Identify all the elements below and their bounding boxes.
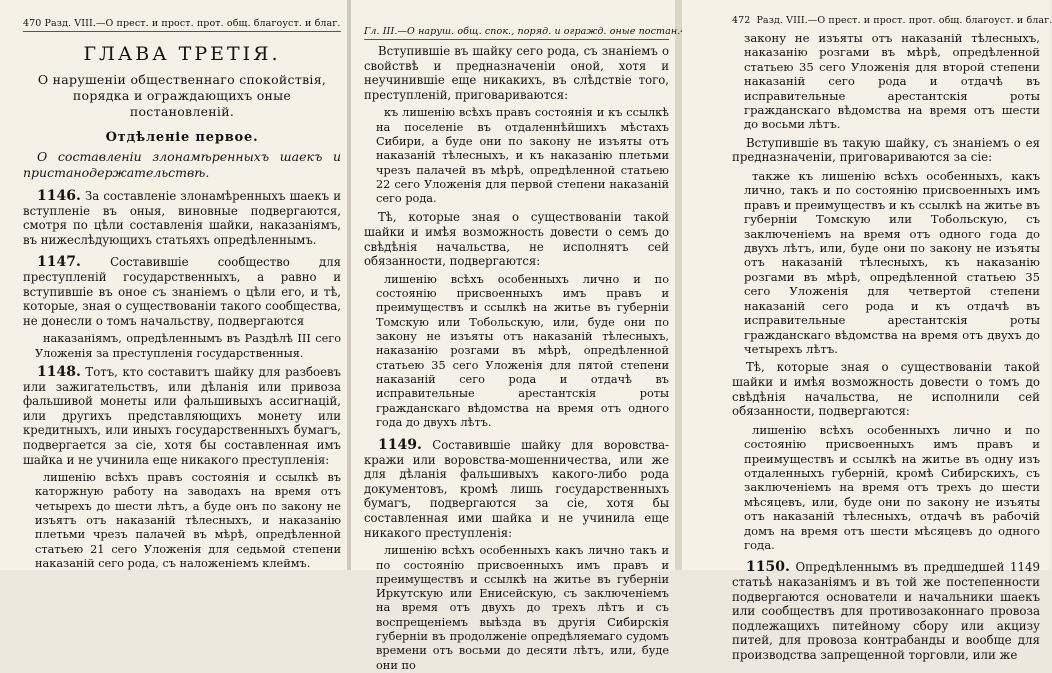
article-number: 1149. [378, 437, 422, 454]
penalty-text: къ лишенію всѣхъ правъ состоянія и къ ссылкѣ на поселеніе въ отдаленнѣйшихъ мѣстахъ Сибири, а буде они по закону не изъяты отъ наказаній тѣлесныхъ, и къ наказанію плетьми чрезъ палачей въ мѣрѣ, опредѣленной статьею 22 сего Уложенія для первой степени наказаній сего рода. [376, 106, 669, 206]
penalty-text: закону не изъяты отъ наказаній тѣлесныхъ, наказанію розгами въ мѣрѣ, опредѣленной статьею 35 сего Уложенія для второй степени наказаній сего рода и отдачѣ въ исправительные арестантскія роты гражданскаго вѣдомства на время отъ шести до восьми лѣтъ. [744, 31, 1040, 132]
page-gutter [675, 0, 682, 570]
left-page [0, 0, 347, 570]
page-number: 472 [732, 15, 751, 26]
paragraph: Вступившіе въ такую шайку, съ знаніемъ о ея предназначеніи, приговариваются за сіе: [732, 135, 1040, 165]
paragraph: Тѣ, которые зная о существованіи такой шайки и имѣя возможность довести о семъ до свѣдѣнія начальства, не исполнятъ сей обязанности, подвергаются: [364, 210, 669, 269]
middle-page [351, 0, 681, 672]
article-text: Опредѣленнымъ въ предшедшей 1149 статьѣ наказаніямъ и въ той же постепенности подвергаются основатели и начальники шаекъ или сообществъ для противозаконнаго провоза подлежащихъ питейному сбору или акцизу питей, для провоза контрабанды и вообще для производства запрещенной торговли, или же [732, 560, 1041, 662]
article-number: 1147. [37, 254, 81, 271]
article-1146 [23, 189, 341, 247]
article-number: 1146. [37, 188, 81, 204]
running-header-text: 470 Разд. VIII.—О прест. и прост. прот. общ. благоуст. и благ. [23, 18, 341, 29]
running-header-text: Разд. VIII.—О прест. и прост. прот. общ. благоуст. и благ. [756, 15, 1052, 26]
article-1149 [364, 438, 669, 540]
section-title: Отдѣленіе первое. [105, 130, 259, 145]
running-header [732, 14, 1052, 27]
penalty-text: лишенію всѣхъ правъ состоянія и ссылкѣ въ каторжную работу на заводахъ на время отъ четырехъ до шести лѣтъ, а буде онъ по закону не изъятъ отъ наказаній тѣлесныхъ, и наказанію плетьми чрезъ палачей въ мѣрѣ, опредѣленной статьею 21 сего Уложенія для седьмой степени наказаній сего рода, съ наложеніемъ клеймъ. [35, 471, 341, 570]
running-header [364, 25, 681, 40]
penalty-text: лишенію всѣхъ особенныхъ лично и по состоянію присвоенныхъ имъ правъ и преимуществъ и ссылкѣ на житье въ одну изъ отдаленныхъ губерній, кромѣ Сибирскихъ, съ заключеніемъ на время отъ трехъ до шести мѣсяцевъ, или, буде они по закону не изъяты отъ наказаній тѣлесныхъ, отдачѣ въ рабочій домъ на время отъ шести мѣсяцевъ до одного года. [744, 422, 1040, 552]
chapter-subtitle: О нарушеніи общественнаго спокойствія, порядка и ограждающихъ оные постановленій. [37, 72, 327, 119]
section-subtitle: О составленіи злонамѣренныхъ шаекъ и пристанодержательствѣ. [23, 149, 341, 180]
article-1147 [23, 255, 341, 328]
penalty-text: лишенію всѣхъ особенныхъ лично и по состоянію присвоенныхъ имъ правъ и преимуществъ и ссылкѣ на житье въ губерніи Томскую или Тобольскую, или, буде они по закону не изъяты отъ наказаній тѣлесныхъ, наказанію розгами въ мѣрѣ, опредѣленной статьею 35 сего Уложенія для пятой степени наказаній сего рода и отдачѣ въ исправительные арестантскія роты гражданскаго вѣдомства на время отъ одного года до двухъ лѣтъ. [376, 272, 669, 429]
penalty-text: также къ лишенію всѣхъ особенныхъ, какъ лично, такъ и по состоянію присвоенныхъ имъ правъ и преимуществъ и къ ссылкѣ на житье въ губерніи Томскую или Тобольскую, съ заключеніемъ на время отъ одного года до двухъ лѣтъ, или, буде они по закону не изъяты отъ наказаній тѣлесныхъ, къ наказанію розгами въ мѣрѣ, опредѣленной статьею 35 сего Уложенія для четвертой степени наказаній сего рода и къ отдачѣ въ исправительные арестантскія роты гражданскаго вѣдомства на время отъ двухъ до четырехъ лѣтъ. [744, 169, 1040, 356]
right-page [682, 0, 1052, 662]
running-header-text: Гл. III.—О наруш. общ. спок., поряд. и огражд. оные постан. [364, 26, 681, 37]
article-text: Составившіе сообщество для преступленій государственныхъ, а равно и вступившіе въ оное съ знаніемъ о цѣли его, и тѣ, которые, зная о существованіи такого сообщества, не донесли о томъ начальству, подвергаются [23, 255, 342, 328]
penalty-text: лишенію всѣхъ особенныхъ какъ лично такъ и по состоянію присвоенныхъ имъ правъ и преимуществъ и ссылкѣ на житье въ губерніи Иркутскую или Енисейскую, съ заключеніемъ на время отъ двухъ до трехъ лѣтъ и съ воспрещеніемъ выѣзда въ другія Сибирскія губерніи въ продолженіе опредѣляемаго судомъ времени отъ восьми до десяти лѣтъ, или, буде они по [376, 544, 669, 672]
article-text: Составившіе шайку для воровства-кражи или воровства-мошенничества, или же для дѣланія фальшивыхъ какого-либо рода документовъ, кромѣ лишь государственныхъ бумагъ, подвергаются за сіе, хотя бы составленная ими шайка и не учинила еще никакого преступленія: [364, 438, 669, 540]
penalty-text: наказаніямъ, опредѣленнымъ въ Раздѣлѣ III сего Уложенія за преступленія государственныя. [35, 332, 341, 360]
article-number: 1150. [746, 559, 790, 576]
article-number: 1148. [37, 363, 81, 380]
article-text: Тотъ, кто составитъ шайку для разбоевъ или зажигательствъ, или дѣланія или привоза фальшивой монеты или фальшивыхъ ассигнацій, или другихъ представляющихъ монету или кредитныхъ, или иныхъ государственныхъ бумагъ, подвергается за сіе, хотя бы составленная имъ шайка и не учинила еще никакого преступленія: [23, 364, 341, 467]
chapter-title: ГЛАВА ТРЕТІЯ. [83, 43, 281, 65]
article-1148 [23, 365, 341, 467]
paragraph: Тѣ, которые зная о существованіи такой шайки и имѣя возможность довести о томъ до свѣдѣнія начальства, не исполнили сей обязанности, подвергаются: [732, 360, 1040, 419]
running-header [23, 17, 341, 32]
article-1150 [732, 560, 1040, 662]
article-text: За составленіе злонамѣренныхъ шаекъ и вступленіе въ оныя, виновные подвергаются, смотря по цѣли составленія шайки, наказаніямъ, въ нижеслѣдующихъ статьяхъ опредѣленнымъ. [23, 189, 342, 247]
paragraph: Вступившіе въ шайку сего рода, съ знаніемъ о свойствѣ и предназначеніи оной, хотя и неучинившіе еще никакихъ, въ слѣдствіе того, преступленій, приговариваются: [364, 44, 669, 102]
